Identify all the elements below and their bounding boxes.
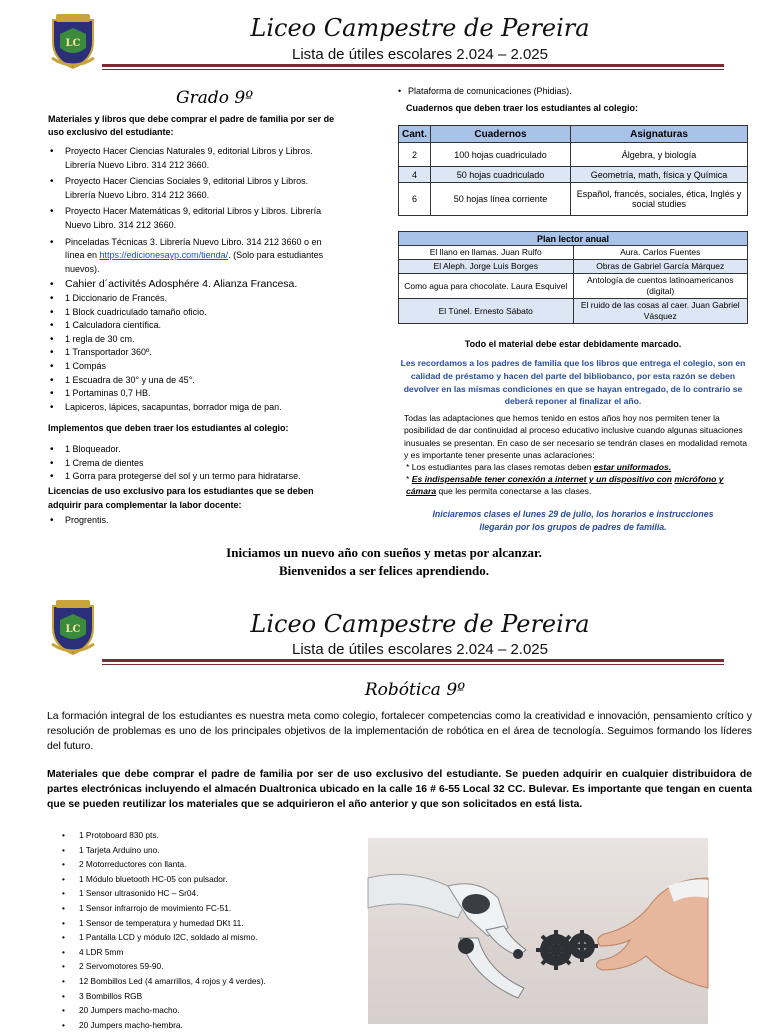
list-item: • 1 Calculadora científica. (48, 319, 338, 333)
uniformados-note (398, 461, 748, 473)
list-item-pinceladas (48, 236, 338, 277)
bullet: • (398, 86, 402, 96)
robot-human-hands-photo (368, 838, 708, 1024)
plan-table-wrap (398, 231, 748, 324)
plan-lector-table (398, 231, 748, 324)
list-item: • 20 Jumpers macho-macho. (60, 1003, 360, 1018)
implementos-title: Implementos que deben traer los estudiantes al colegio: (48, 423, 289, 434)
adaptaciones-text: Todas las adaptaciones que hemos tenido en estos años hoy nos permiten tener la posibilidad de dar continuidad al proceso educativo inclusive cuando algunas situaciones inusuales se presentan. En caso de ser necesario se tendrán clases en modalidad remota y es importante tener presente unas aclaraciones: (404, 413, 747, 460)
list-item: • 1 Crema de dientes (48, 457, 338, 471)
svg-text:LC: LC (65, 38, 81, 49)
conexion-text: que les permita conectarse a las clases. (436, 486, 592, 497)
col-header: Cant. (399, 126, 431, 143)
table-cell: 2 (399, 143, 431, 167)
list-item: • 4 LDR 5mm (60, 945, 360, 960)
right-column (398, 86, 748, 113)
list-item: • Progrentis. (48, 514, 338, 528)
list-item: • 20 Jumpers macho-hembra. (60, 1018, 360, 1032)
header-rule (102, 64, 724, 67)
header-rule-thin (102, 69, 724, 70)
table-cell: 50 hojas cuadriculado (431, 167, 571, 183)
list-item: • 1 Sensor ultrasonido HC – Sr04. (60, 886, 360, 901)
microfono-emphasis: micrófono y cámara (406, 474, 724, 497)
uniformados-emphasis: estar uniformados. (593, 462, 672, 472)
grade-title: Grado 9º (176, 88, 254, 108)
list-item: • 12 Bombillos Led (4 amarrillos, 4 rojos y 4 verdes). (60, 974, 360, 989)
list-item: • Proyecto Hacer Ciencias Sociales 9, editorial Libros y Libros. Librería Nuevo Libro. 314 212 3660. (48, 175, 338, 202)
pinceladas-note: . (Solo para estudiantes nuevos). (65, 250, 324, 274)
svg-text:LC: LC (65, 624, 81, 635)
table-row (399, 183, 748, 216)
store-link[interactable]: https://edicionesayp.com/tienda/ (99, 250, 229, 261)
conexion-star: * (406, 474, 412, 485)
cuadernos-table-wrap (398, 125, 748, 216)
table-cell: El ruido de las cosas al caer. Juan Gabriel Vásquez (573, 299, 748, 324)
school-crest-logo (48, 12, 98, 70)
plataforma-item (398, 86, 748, 96)
school-crest-logo (48, 598, 98, 656)
licencias-title: Licencias de uso exclusivo para los estudiantes que se deben adquirir para complementar la labor docente: (48, 486, 314, 511)
table-row (399, 299, 748, 324)
table-cell: 50 hojas línea corriente (431, 183, 571, 216)
table-cell: Obras de Gabriel García Márquez (573, 260, 748, 274)
list-item: • 1 regla de 30 cm. (48, 333, 338, 347)
list-item: • 1 Diccionario de Francés. (48, 292, 338, 306)
conexion-emphasis: Es indispensable tener conexión a internet y un dispositivo con (411, 474, 672, 485)
col-header: Asignaturas (571, 126, 748, 143)
list-item: • 1 Escuadra de 30° y una de 45°. (48, 374, 338, 388)
bibliobanco-note: Les recordamos a los padres de familia que los libros que entrega el colegio, son en calidad de préstamo y hacen del parte del bibliobanco, por esta razón se deben devolver en las mismas condiciones en que se hayan entregado, de lo contrario se deberá reponer al finalizar el año. (400, 358, 746, 407)
materials-intro: Materiales y libros que debe comprar el padre de familia por ser de uso exclusivo del estudiante: (48, 114, 335, 137)
table-cell: Como agua para chocolate. Laura Esquivel (399, 274, 574, 299)
motto-line-2: Bienvenidos a ser felices aprendiendo. (278, 563, 490, 578)
list-item: • 1 Portaminas 0,7 HB. (48, 387, 338, 401)
table-cell: Español, francés, sociales, ética, Inglés y social studies (571, 183, 748, 216)
robotica-intro: La formación integral de los estudiantes es nuestra meta como colegio, fortalecer competencias como la creatividad e innovación, pensamiento crítico y resolución de problemas es uno de los principales objetivos de la implementación de robótica en el área de tecnología. Seguimos formando los líderes del futuro. (47, 711, 752, 752)
table-row (399, 246, 748, 260)
table-cell: Geometría, math, física y Química (571, 167, 748, 183)
list-subtitle: Lista de útiles escolares 2.024 – 2.025 (291, 641, 548, 658)
robotica-title: Robótica 9º (364, 680, 466, 700)
motto-line-1: Iniciamos un nuevo año con sueños y metas por alcanzar. (226, 545, 542, 560)
list-item: • 1 Sensor de temperatura y humedad DKt 11. (60, 916, 360, 931)
list-item: • 1 Block cuadriculado tamaño oficio. (48, 306, 338, 320)
table-cell: Aura. Carlos Fuentes (573, 246, 748, 260)
list-item: • 1 Protoboard 830 pts. (60, 828, 360, 843)
robot-hand-illustration (368, 838, 708, 1024)
pinceladas-text: Pinceladas Técnicas 3. Librería Nuevo Libro. 314 212 3660 o en línea en (65, 236, 322, 261)
plataforma-text: Plataforma de comunicaciones (Phidias). (408, 86, 572, 96)
table-row (399, 274, 748, 299)
inicio-clases-note: Iniciaremos clases el lunes 29 de julio, los horarios e instrucciones llegarán por los grupos de padres de familia. (432, 508, 714, 532)
table-cell: El Túnel. Ernesto Sábato (399, 299, 574, 324)
col-header: Cuadernos (431, 126, 571, 143)
list-item: • Lapiceros, lápices, sacapuntas, borrador miga de pan. (48, 401, 338, 415)
implementos-list (48, 443, 338, 484)
table-cell: Álgebra, y biología (571, 143, 748, 167)
list-item: • 2 Servomotores 59-90. (60, 959, 360, 974)
table-row (399, 143, 748, 167)
table-cell: Antología de cuentos latinoamericanos (digital) (573, 274, 748, 299)
licencias-list (48, 514, 338, 528)
list-subtitle: Lista de útiles escolares 2.024 – 2.025 (291, 46, 548, 63)
materials-column (48, 113, 338, 528)
list-item: • 1 Módulo bluetooth HC-05 con pulsador. (60, 872, 360, 887)
list-item: • 1 Tarjeta Arduino uno. (60, 843, 360, 858)
list-item: • 1 Gorra para protegerse del sol y un termo para hidratarse. (48, 470, 338, 484)
list-item: • Proyecto Hacer Matemáticas 9, editorial Libros y Libros. Librería Nuevo Libro. 314 212 3660. (48, 205, 338, 232)
cuadernos-table (398, 125, 748, 216)
uniformados-text: * Los estudiantes para las clases remotas deben (406, 462, 594, 472)
table-cell: 4 (399, 167, 431, 183)
books-list (48, 145, 338, 414)
list-item: • Cahier d´activités Adosphére 4. Alianza Francesa. (48, 278, 338, 292)
marcado-note: Todo el material debe estar debidamente marcado. (464, 339, 682, 349)
list-item: • Proyecto Hacer Ciencias Naturales 9, editorial Libros y Libros. Librería Nuevo Libro. 314 212 3660. (48, 145, 338, 172)
plan-title: Plan lector anual (399, 232, 748, 246)
table-row (399, 260, 748, 274)
table-row (399, 167, 748, 183)
table-cell: El Aleph. Jorge Luis Borges (399, 260, 574, 274)
notes-block (398, 339, 748, 534)
table-cell: 6 (399, 183, 431, 216)
conexion-note (398, 473, 748, 497)
cuadernos-title: Cuadernos que deben traer los estudiantes al colegio: (406, 103, 639, 113)
list-item: • 1 Compás (48, 360, 338, 374)
list-item: • 1 Pantalla LCD y módulo I2C, soldado al mismo. (60, 930, 360, 945)
school-title: Liceo Campestre de Pereira (250, 14, 590, 42)
list-item: • 3 Bombillos RGB (60, 989, 360, 1004)
robotica-list (60, 828, 360, 1032)
list-item: • 2 Motorreductores con llanta. (60, 857, 360, 872)
header-rule-thin (102, 664, 724, 665)
list-item: • 1 Transportador 360º. (48, 346, 338, 360)
list-item: • 1 Sensor infrarrojo de movimiento FC-51. (60, 901, 360, 916)
robotica-materials-note: Materiales que debe comprar el padre de familia por ser de uso exclusivo del estudiante. Se pueden adquirir en cualquier distribuidora de partes electrónicas incluyendo el almacén Dualtronica ubicado en la calle 16 # 6-55 Local 32 CC. Bulevar. Es importante que tengan en cuenta que se pueden reutilizar los materiales que se adquirieron el año anterior y que son solicitados en está lista. (47, 769, 752, 810)
motto (0, 544, 768, 580)
header-rule (102, 659, 724, 662)
table-cell: El llano en llamas. Juan Rulfo (399, 246, 574, 260)
school-title: Liceo Campestre de Pereira (250, 610, 590, 638)
table-cell: 100 hojas cuadriculado (431, 143, 571, 167)
list-item: • 1 Bloqueador. (48, 443, 338, 457)
